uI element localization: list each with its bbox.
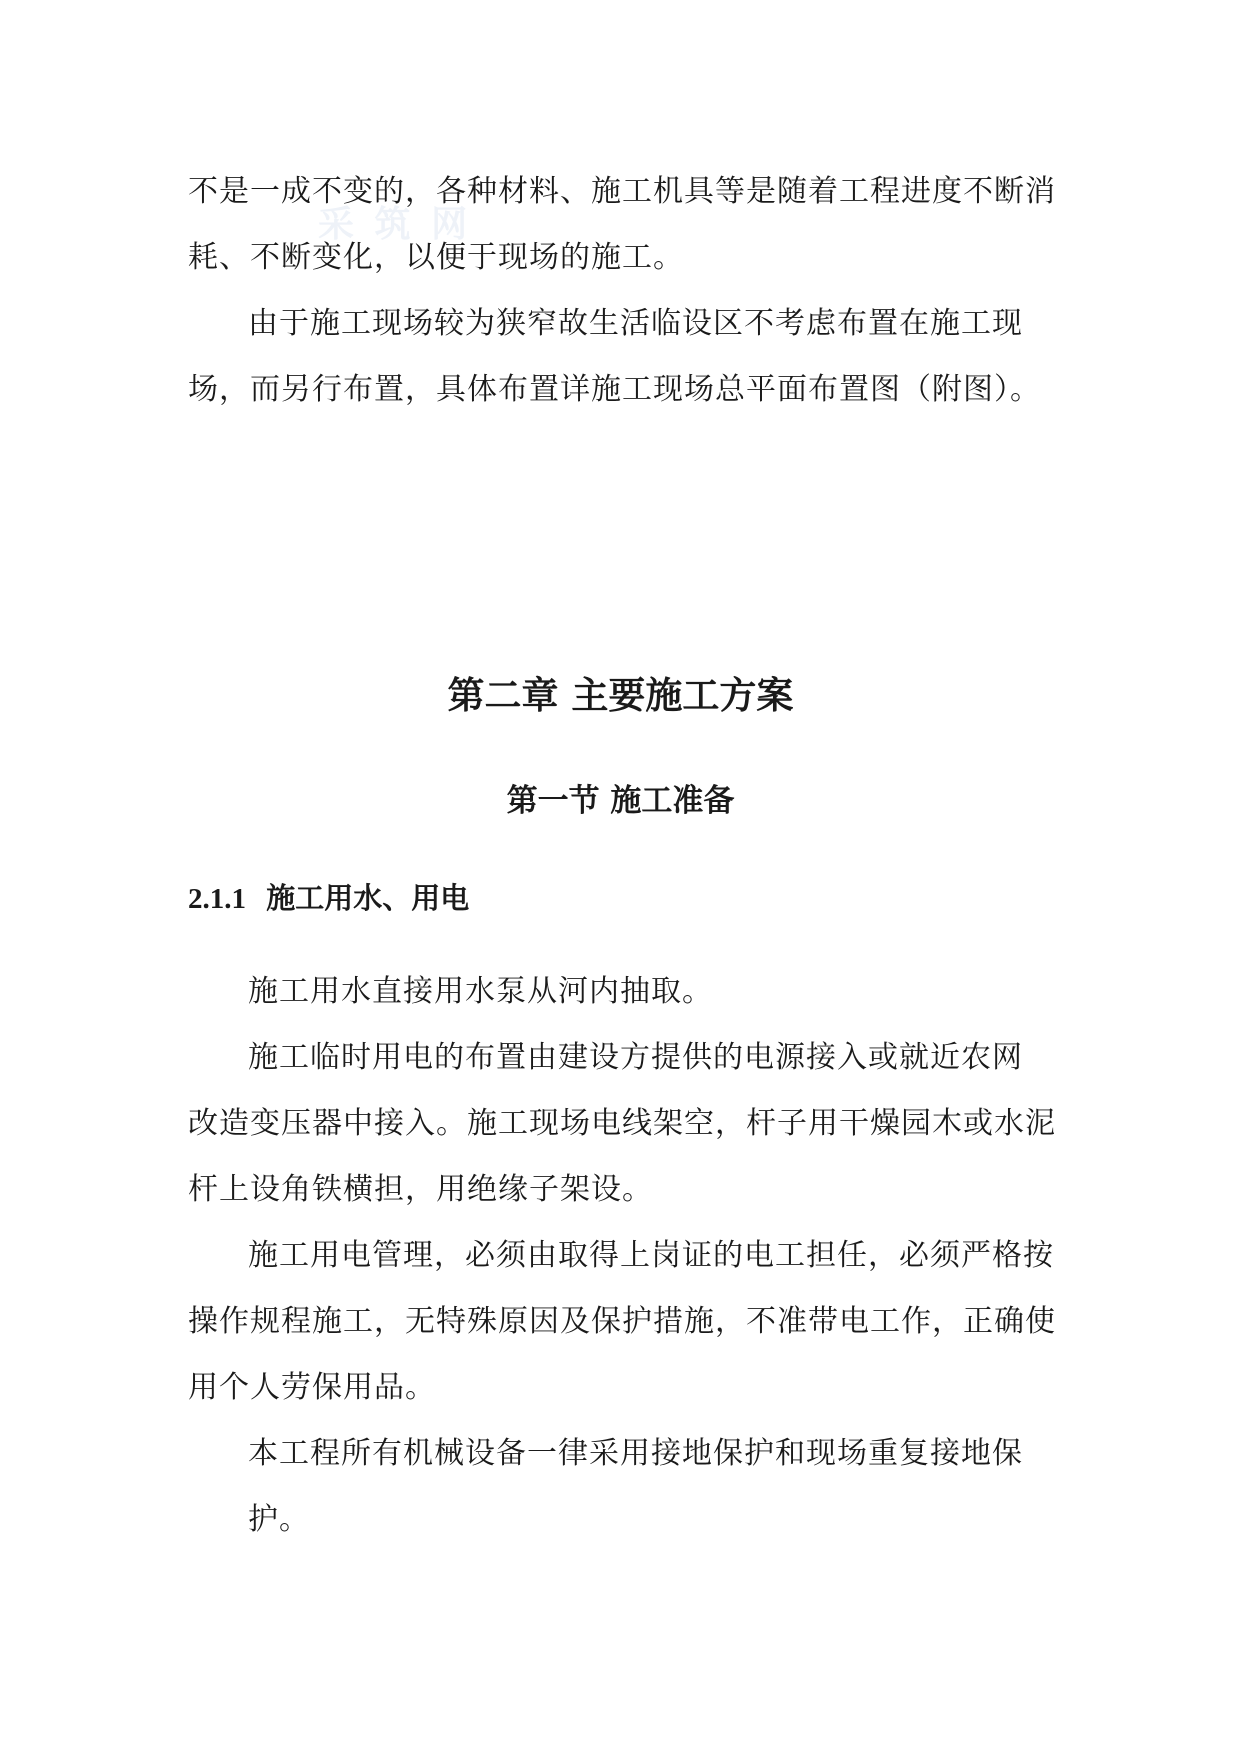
watermark: 采 筑 网 [318,204,472,245]
subsection-title: 施工用水、用电 [266,881,470,915]
paragraph-4-line-1: 施工临时用电的布置由建设方提供的电源接入或就近农网 [248,1040,1023,1075]
paragraph-6-line-2: 护。 [248,1502,310,1537]
paragraph-2-line-1: 由于施工现场较为狭窄故生活临设区不考虑布置在施工现 [248,306,1023,341]
paragraph-1-line-2: 耗、不断变化，以便于现场的施工。 [188,240,684,275]
section-title: 第一节 施工准备 [506,783,735,819]
paragraph-5-line-1: 施工用电管理，必须由取得上岗证的电工担任，必须严格按 [248,1238,1054,1273]
paragraph-6-line-1: 本工程所有机械设备一律采用接地保护和现场重复接地保 [248,1436,1023,1471]
paragraph-4-line-2: 改造变压器中接入。施工现场电线架空，杆子用干燥园木或水泥 [188,1106,1056,1141]
subsection-number: 2.1.1 [188,883,246,915]
paragraph-3-line-1: 施工用水直接用水泵从河内抽取。 [248,974,713,1009]
paragraph-5-line-3: 用个人劳保用品。 [188,1370,436,1405]
paragraph-5-line-2: 操作规程施工，无特殊原因及保护措施，不准带电工作，正确使 [188,1304,1056,1339]
paragraph-4-line-3: 杆上设角铁横担，用绝缘子架设。 [188,1172,653,1207]
subsection-heading [188,878,469,919]
paragraph-1-line-1: 不是一成不变的，各种材料、施工机具等是随着工程进度不断消 [188,174,1056,209]
chapter-title: 第二章 主要施工方案 [447,674,794,717]
paragraph-2-line-2: 场，而另行布置，具体布置详施工现场总平面布置图（附图）。 [188,372,1041,407]
